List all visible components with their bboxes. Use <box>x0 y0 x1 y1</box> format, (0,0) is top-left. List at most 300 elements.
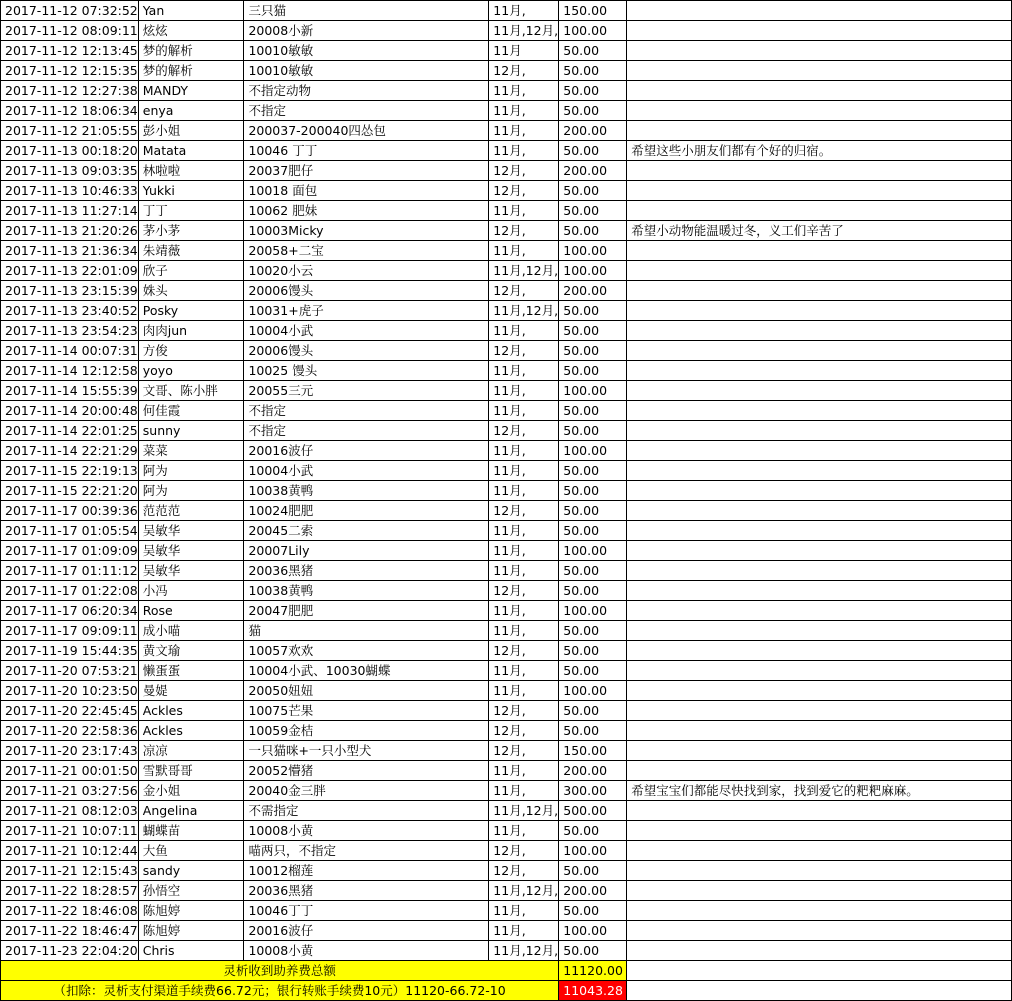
cell-animal: 喵两只，不指定 <box>244 841 489 861</box>
cell-time: 2017-11-20 07:53:21 <box>1 661 139 681</box>
cell-amount: 50.00 <box>559 481 627 501</box>
cell-time: 2017-11-22 18:46:08 <box>1 901 139 921</box>
cell-note <box>627 161 1012 181</box>
cell-note <box>627 641 1012 661</box>
table-row <box>1 601 1012 621</box>
cell-note <box>627 401 1012 421</box>
cell-donor: 彭小姐 <box>138 121 244 141</box>
cell-time: 2017-11-17 01:09:09 <box>1 541 139 561</box>
cell-months: 11月 <box>489 41 559 61</box>
cell-donor: 懒蛋蛋 <box>138 661 244 681</box>
cell-amount: 50.00 <box>559 141 627 161</box>
cell-donor: 范范范 <box>138 501 244 521</box>
cell-time: 2017-11-20 22:45:45 <box>1 701 139 721</box>
table-row <box>1 381 1012 401</box>
cell-time: 2017-11-13 10:46:33 <box>1 181 139 201</box>
cell-animal: 20045二索 <box>244 521 489 541</box>
cell-amount: 200.00 <box>559 761 627 781</box>
cell-time: 2017-11-17 01:05:54 <box>1 521 139 541</box>
cell-months: 12月, <box>489 581 559 601</box>
cell-amount: 100.00 <box>559 841 627 861</box>
cell-donor: 林啦啦 <box>138 161 244 181</box>
cell-months: 12月, <box>489 61 559 81</box>
cell-time: 2017-11-20 22:58:36 <box>1 721 139 741</box>
cell-amount: 50.00 <box>559 641 627 661</box>
cell-animal: 20050妞妞 <box>244 681 489 701</box>
cell-time: 2017-11-12 18:06:34 <box>1 101 139 121</box>
cell-months: 12月, <box>489 421 559 441</box>
cell-time: 2017-11-13 23:40:52 <box>1 301 139 321</box>
cell-time: 2017-11-14 22:01:25 <box>1 421 139 441</box>
cell-amount: 100.00 <box>559 601 627 621</box>
cell-note <box>627 561 1012 581</box>
cell-note <box>627 801 1012 821</box>
cell-donor: 蝴蝶苗 <box>138 821 244 841</box>
cell-donor: yoyo <box>138 361 244 381</box>
cell-note <box>627 281 1012 301</box>
cell-amount: 50.00 <box>559 521 627 541</box>
cell-donor: 欣子 <box>138 261 244 281</box>
cell-time: 2017-11-13 09:03:35 <box>1 161 139 181</box>
cell-animal: 20036黑猪 <box>244 561 489 581</box>
cell-donor: 梦的解析 <box>138 61 244 81</box>
cell-animal: 10038黄鸭 <box>244 481 489 501</box>
cell-time: 2017-11-17 09:09:11 <box>1 621 139 641</box>
cell-months: 12月, <box>489 181 559 201</box>
cell-note <box>627 121 1012 141</box>
table-row <box>1 621 1012 641</box>
cell-months: 12月, <box>489 721 559 741</box>
cell-amount: 50.00 <box>559 41 627 61</box>
cell-amount: 50.00 <box>559 821 627 841</box>
cell-time: 2017-11-22 18:46:47 <box>1 921 139 941</box>
cell-note <box>627 681 1012 701</box>
cell-time: 2017-11-13 22:01:09 <box>1 261 139 281</box>
cell-time: 2017-11-13 23:15:39 <box>1 281 139 301</box>
table-row <box>1 241 1012 261</box>
cell-donor: sunny <box>138 421 244 441</box>
total-note <box>627 961 1012 981</box>
cell-donor: 黄文瑜 <box>138 641 244 661</box>
cell-animal: 20006馒头 <box>244 281 489 301</box>
cell-note <box>627 861 1012 881</box>
cell-donor: 丁丁 <box>138 201 244 221</box>
cell-animal: 不指定 <box>244 401 489 421</box>
cell-months: 11月, <box>489 141 559 161</box>
cell-time: 2017-11-20 23:17:43 <box>1 741 139 761</box>
table-row <box>1 221 1012 241</box>
table-row <box>1 421 1012 441</box>
cell-donor: Matata <box>138 141 244 161</box>
cell-time: 2017-11-14 15:55:39 <box>1 381 139 401</box>
table-row <box>1 821 1012 841</box>
cell-time: 2017-11-12 12:13:45 <box>1 41 139 61</box>
cell-time: 2017-11-21 08:12:03 <box>1 801 139 821</box>
cell-animal: 三只猫 <box>244 1 489 21</box>
cell-animal: 20007Lily <box>244 541 489 561</box>
cell-amount: 500.00 <box>559 801 627 821</box>
cell-donor: 肉肉jun <box>138 321 244 341</box>
cell-time: 2017-11-17 01:22:08 <box>1 581 139 601</box>
cell-months: 11月, <box>489 201 559 221</box>
cell-animal: 10038黄鸭 <box>244 581 489 601</box>
cell-donor: Rose <box>138 601 244 621</box>
cell-time: 2017-11-21 12:15:43 <box>1 861 139 881</box>
cell-donor: 朱靖薇 <box>138 241 244 261</box>
cell-animal: 20052懵猪 <box>244 761 489 781</box>
cell-donor: sandy <box>138 861 244 881</box>
cell-time: 2017-11-14 12:12:58 <box>1 361 139 381</box>
cell-months: 12月, <box>489 861 559 881</box>
cell-months: 11月,12月, <box>489 881 559 901</box>
cell-amount: 50.00 <box>559 941 627 961</box>
cell-note <box>627 481 1012 501</box>
cell-months: 11月, <box>489 601 559 621</box>
cell-months: 11月, <box>489 781 559 801</box>
cell-note <box>627 321 1012 341</box>
table-row <box>1 441 1012 461</box>
cell-time: 2017-11-12 07:32:52 <box>1 1 139 21</box>
cell-months: 11月, <box>489 121 559 141</box>
cell-animal: 20047肥肥 <box>244 601 489 621</box>
cell-animal: 10031+虎子 <box>244 301 489 321</box>
cell-donor: Ackles <box>138 721 244 741</box>
cell-animal: 10020小云 <box>244 261 489 281</box>
cell-amount: 50.00 <box>559 341 627 361</box>
cell-note <box>627 61 1012 81</box>
total-value: 11120.00 <box>559 961 627 981</box>
cell-note <box>627 621 1012 641</box>
cell-time: 2017-11-17 00:39:36 <box>1 501 139 521</box>
cell-months: 12月, <box>489 281 559 301</box>
cell-donor: 阿为 <box>138 461 244 481</box>
table-row <box>1 941 1012 961</box>
cell-animal: 10012榴莲 <box>244 861 489 881</box>
cell-donor: 凉凉 <box>138 741 244 761</box>
table-row <box>1 301 1012 321</box>
table-row <box>1 161 1012 181</box>
table-row <box>1 361 1012 381</box>
cell-months: 11月,12月, <box>489 21 559 41</box>
table-row <box>1 561 1012 581</box>
cell-time: 2017-11-17 01:11:12 <box>1 561 139 581</box>
cell-amount: 50.00 <box>559 321 627 341</box>
cell-amount: 100.00 <box>559 541 627 561</box>
cell-amount: 100.00 <box>559 441 627 461</box>
cell-time: 2017-11-21 10:07:11 <box>1 821 139 841</box>
cell-animal: 10025 馒头 <box>244 361 489 381</box>
cell-time: 2017-11-13 11:27:14 <box>1 201 139 221</box>
cell-note <box>627 421 1012 441</box>
cell-animal: 20058+二宝 <box>244 241 489 261</box>
cell-amount: 100.00 <box>559 241 627 261</box>
cell-note <box>627 461 1012 481</box>
cell-note <box>627 541 1012 561</box>
cell-donor: 何佳霞 <box>138 401 244 421</box>
cell-note <box>627 21 1012 41</box>
table-row <box>1 701 1012 721</box>
cell-time: 2017-11-19 15:44:35 <box>1 641 139 661</box>
table-row <box>1 741 1012 761</box>
cell-time: 2017-11-14 00:07:31 <box>1 341 139 361</box>
cell-donor: Posky <box>138 301 244 321</box>
cell-months: 11月, <box>489 361 559 381</box>
cell-months: 11月, <box>489 461 559 481</box>
cell-amount: 50.00 <box>559 401 627 421</box>
cell-donor: 吴敏华 <box>138 521 244 541</box>
cell-donor: Yan <box>138 1 244 21</box>
donation-table-body <box>1 1 1012 961</box>
cell-note <box>627 201 1012 221</box>
cell-amount: 150.00 <box>559 1 627 21</box>
cell-note <box>627 261 1012 281</box>
cell-animal: 10003Micky <box>244 221 489 241</box>
cell-animal: 10008小黄 <box>244 941 489 961</box>
cell-note: 希望小动物能温暖过冬，义工们辛苦了 <box>627 221 1012 241</box>
cell-donor: 方俊 <box>138 341 244 361</box>
cell-donor: 阿为 <box>138 481 244 501</box>
cell-months: 12月, <box>489 161 559 181</box>
cell-months: 11月, <box>489 521 559 541</box>
cell-time: 2017-11-21 10:12:44 <box>1 841 139 861</box>
cell-months: 12月, <box>489 641 559 661</box>
cell-months: 11月, <box>489 681 559 701</box>
table-row <box>1 881 1012 901</box>
cell-time: 2017-11-12 21:05:55 <box>1 121 139 141</box>
cell-animal: 不指定 <box>244 421 489 441</box>
table-row <box>1 861 1012 881</box>
cell-donor: enya <box>138 101 244 121</box>
cell-amount: 50.00 <box>559 181 627 201</box>
cell-months: 12月, <box>489 701 559 721</box>
cell-months: 11月, <box>489 1 559 21</box>
cell-animal: 10004小武 <box>244 461 489 481</box>
cell-months: 11月, <box>489 541 559 561</box>
table-row <box>1 41 1012 61</box>
cell-amount: 50.00 <box>559 461 627 481</box>
cell-time: 2017-11-12 12:15:35 <box>1 61 139 81</box>
cell-time: 2017-11-23 22:04:20 <box>1 941 139 961</box>
cell-note <box>627 41 1012 61</box>
table-row <box>1 761 1012 781</box>
cell-animal: 不需指定 <box>244 801 489 821</box>
table-row <box>1 201 1012 221</box>
cell-months: 11月, <box>489 381 559 401</box>
cell-time: 2017-11-15 22:19:13 <box>1 461 139 481</box>
cell-animal: 10010敏敏 <box>244 61 489 81</box>
table-row <box>1 581 1012 601</box>
cell-amount: 50.00 <box>559 621 627 641</box>
table-row <box>1 901 1012 921</box>
table-row <box>1 101 1012 121</box>
cell-animal: 不指定 <box>244 101 489 121</box>
cell-note <box>627 761 1012 781</box>
cell-time: 2017-11-17 06:20:34 <box>1 601 139 621</box>
cell-note <box>627 341 1012 361</box>
cell-note <box>627 101 1012 121</box>
cell-months: 11月, <box>489 441 559 461</box>
cell-note <box>627 181 1012 201</box>
cell-amount: 50.00 <box>559 561 627 581</box>
cell-months: 11月, <box>489 81 559 101</box>
table-row <box>1 521 1012 541</box>
table-row <box>1 401 1012 421</box>
total-row <box>1 961 1012 981</box>
cell-note <box>627 361 1012 381</box>
cell-months: 11月, <box>489 661 559 681</box>
cell-amount: 50.00 <box>559 361 627 381</box>
cell-amount: 100.00 <box>559 261 627 281</box>
cell-amount: 50.00 <box>559 81 627 101</box>
cell-animal: 20016波仔 <box>244 441 489 461</box>
cell-animal: 10008小黄 <box>244 821 489 841</box>
cell-months: 12月, <box>489 501 559 521</box>
table-row <box>1 281 1012 301</box>
cell-animal: 一只猫咪+一只小型犬 <box>244 741 489 761</box>
cell-amount: 200.00 <box>559 121 627 141</box>
table-row <box>1 121 1012 141</box>
cell-note: 希望宝宝们都能尽快找到家，找到爱它的粑粑麻麻。 <box>627 781 1012 801</box>
table-row <box>1 841 1012 861</box>
cell-note <box>627 1 1012 21</box>
table-row <box>1 501 1012 521</box>
cell-months: 12月, <box>489 741 559 761</box>
cell-time: 2017-11-15 22:21:20 <box>1 481 139 501</box>
cell-time: 2017-11-14 22:21:29 <box>1 441 139 461</box>
table-row <box>1 261 1012 281</box>
cell-time: 2017-11-21 00:01:50 <box>1 761 139 781</box>
cell-note <box>627 381 1012 401</box>
cell-donor: 姝头 <box>138 281 244 301</box>
deduction-row <box>1 981 1012 1001</box>
table-row <box>1 181 1012 201</box>
cell-note <box>627 721 1012 741</box>
cell-donor: 菜菜 <box>138 441 244 461</box>
table-row <box>1 721 1012 741</box>
cell-months: 12月, <box>489 221 559 241</box>
cell-amount: 300.00 <box>559 781 627 801</box>
cell-donor: 孙悟空 <box>138 881 244 901</box>
cell-donor: Yukki <box>138 181 244 201</box>
cell-time: 2017-11-12 08:09:11 <box>1 21 139 41</box>
cell-amount: 50.00 <box>559 861 627 881</box>
cell-animal: 20036黑猪 <box>244 881 489 901</box>
cell-time: 2017-11-21 03:27:56 <box>1 781 139 801</box>
cell-animal: 10046 丁丁 <box>244 141 489 161</box>
table-row <box>1 641 1012 661</box>
cell-animal: 20040金三胖 <box>244 781 489 801</box>
cell-note <box>627 81 1012 101</box>
cell-months: 11月,12月, <box>489 941 559 961</box>
cell-note <box>627 501 1012 521</box>
cell-amount: 50.00 <box>559 661 627 681</box>
cell-animal: 20008小新 <box>244 21 489 41</box>
cell-animal: 20006馒头 <box>244 341 489 361</box>
cell-note <box>627 821 1012 841</box>
cell-note: 希望这些小朋友们都有个好的归宿。 <box>627 141 1012 161</box>
table-row <box>1 481 1012 501</box>
cell-note <box>627 241 1012 261</box>
cell-months: 11月, <box>489 821 559 841</box>
table-row <box>1 461 1012 481</box>
cell-months: 11月, <box>489 621 559 641</box>
cell-months: 11月, <box>489 241 559 261</box>
cell-amount: 50.00 <box>559 721 627 741</box>
cell-animal: 10018 面包 <box>244 181 489 201</box>
cell-note <box>627 881 1012 901</box>
cell-months: 11月, <box>489 561 559 581</box>
cell-amount: 50.00 <box>559 581 627 601</box>
cell-note <box>627 661 1012 681</box>
cell-months: 11月, <box>489 761 559 781</box>
cell-months: 11月,12月, <box>489 301 559 321</box>
cell-months: 11月, <box>489 901 559 921</box>
cell-amount: 50.00 <box>559 501 627 521</box>
cell-time: 2017-11-13 21:36:34 <box>1 241 139 261</box>
cell-animal: 10046丁丁 <box>244 901 489 921</box>
cell-months: 12月, <box>489 341 559 361</box>
cell-time: 2017-11-13 00:18:20 <box>1 141 139 161</box>
cell-animal: 200037-200040四怂包 <box>244 121 489 141</box>
cell-amount: 50.00 <box>559 701 627 721</box>
cell-note <box>627 521 1012 541</box>
cell-time: 2017-11-13 23:54:23 <box>1 321 139 341</box>
cell-donor: 陈旭婷 <box>138 921 244 941</box>
cell-note <box>627 581 1012 601</box>
cell-note <box>627 601 1012 621</box>
cell-note <box>627 441 1012 461</box>
cell-animal: 20055三元 <box>244 381 489 401</box>
cell-amount: 150.00 <box>559 741 627 761</box>
cell-time: 2017-11-22 18:28:57 <box>1 881 139 901</box>
cell-donor: 成小喵 <box>138 621 244 641</box>
cell-animal: 20037肥仔 <box>244 161 489 181</box>
table-row <box>1 681 1012 701</box>
cell-donor: 陈旭婷 <box>138 901 244 921</box>
cell-animal: 10057欢欢 <box>244 641 489 661</box>
cell-amount: 100.00 <box>559 381 627 401</box>
table-row <box>1 341 1012 361</box>
table-row <box>1 801 1012 821</box>
cell-note <box>627 701 1012 721</box>
final-amount: 11043.28 <box>559 981 627 1001</box>
cell-donor: 吴敏华 <box>138 541 244 561</box>
cell-donor: 曼媞 <box>138 681 244 701</box>
cell-amount: 200.00 <box>559 881 627 901</box>
cell-animal: 10004小武 <box>244 321 489 341</box>
cell-note <box>627 841 1012 861</box>
cell-donor: 茅小茅 <box>138 221 244 241</box>
cell-donor: 大鱼 <box>138 841 244 861</box>
cell-time: 2017-11-14 20:00:48 <box>1 401 139 421</box>
table-row <box>1 541 1012 561</box>
total-label: 灵析收到助养费总额 <box>1 961 559 981</box>
cell-months: 11月, <box>489 401 559 421</box>
cell-animal: 不指定动物 <box>244 81 489 101</box>
cell-months: 11月,12月, <box>489 261 559 281</box>
cell-amount: 50.00 <box>559 901 627 921</box>
cell-amount: 200.00 <box>559 281 627 301</box>
table-row <box>1 61 1012 81</box>
cell-time: 2017-11-13 21:20:26 <box>1 221 139 241</box>
cell-amount: 50.00 <box>559 201 627 221</box>
cell-animal: 10075芒果 <box>244 701 489 721</box>
cell-donor: 吴敏华 <box>138 561 244 581</box>
cell-note <box>627 901 1012 921</box>
cell-time: 2017-11-20 10:23:50 <box>1 681 139 701</box>
cell-donor: 小冯 <box>138 581 244 601</box>
cell-note <box>627 741 1012 761</box>
